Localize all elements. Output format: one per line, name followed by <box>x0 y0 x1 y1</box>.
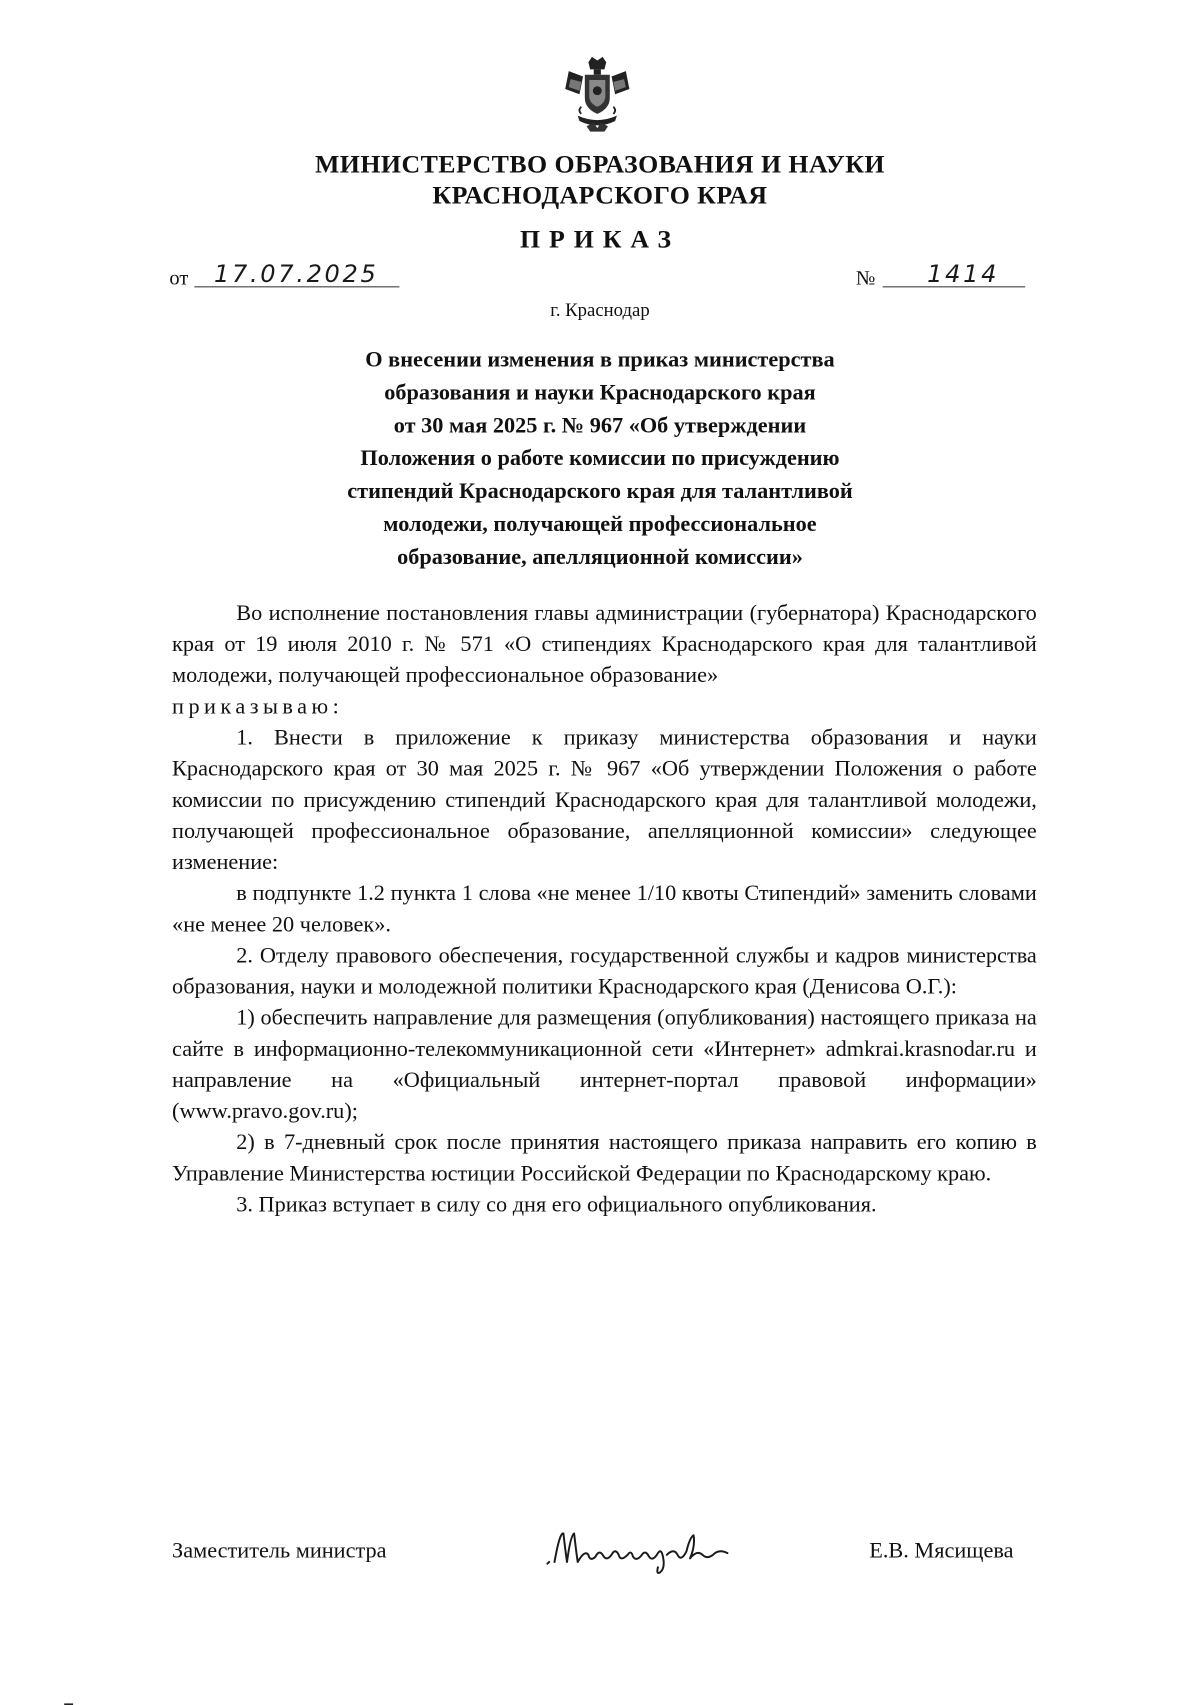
subject-line: образование, апелляционной комиссии» <box>397 545 803 570</box>
order-number-handwritten: 1414 <box>927 260 1000 289</box>
subject-line: Положения о работе комиссии по присуждению <box>360 446 840 471</box>
signer-position: Заместитель министра <box>172 1538 387 1563</box>
order-subject <box>0 343 1200 573</box>
clause-2: 2. Отделу правового обеспечения, государственной службы и кадров министерства образования, науки и молодежной политики Краснодарского края (Денисова О.Г.): <box>172 943 1037 999</box>
ministry-name-line1: МИНИСТЕРСТВО ОБРАЗОВАНИЯ И НАУКИ <box>314 150 885 179</box>
clause-2-item-1: 1) обеспечить направление для размещения (опубликования) настоящего приказа на сайте в информационно-телекоммуникационной сети «Интернет» admkrai.krasnodar.ru и направление на «Официальный интернет-портал правовой информации» (www.pravo.gov.ru); <box>172 1006 1037 1124</box>
subject-line: образования и науки Краснодарского края <box>384 380 816 405</box>
number-label: № <box>855 266 876 290</box>
document-type-title: ПРИКАЗ <box>520 225 680 254</box>
krasnodar-coat-of-arms-icon <box>562 55 633 135</box>
clause-3: 3. Приказ вступает в силу со дня его официального опубликования. <box>236 1192 877 1217</box>
subject-line: стипендий Краснодарского края для талантливой <box>347 479 853 504</box>
subject-line: от 30 мая 2025 г. № 967 «Об утверждении <box>393 413 807 438</box>
ministry-name-line2: КРАСНОДАРСКОГО КРАЯ <box>432 181 768 210</box>
clause-1-subclause: в подпункте 1.2 пункта 1 слова «не менее 1/10 квоты Стипендий» заменить словами «не менее 20 человек». <box>172 881 1037 937</box>
preamble-paragraph: Во исполнение постановления главы администрации (губернатора) Краснодарского края от 19 июля 2010 г. № 571 «О стипендиях Краснодарского края для талантливой молодежи, получающей профессиональное образование» <box>172 601 1037 688</box>
signer-name: Е.В. Мясищева <box>869 1538 1014 1563</box>
subject-line: О внесении изменения в приказ министерства <box>365 347 835 372</box>
city-name: г. Краснодар <box>550 298 650 321</box>
order-word: приказываю: <box>172 694 344 719</box>
clause-2-item-2: 2) в 7-дневный срок после принятия настоящего приказа направить его копию в Управление Министерства юстиции Российской Федерации по Краснодарскому краю. <box>172 1130 1037 1186</box>
order-body <box>172 598 1037 1221</box>
order-date-handwritten: 17.07.2025 <box>213 260 379 289</box>
subject-line: молодежи, получающей профессиональное <box>383 512 817 537</box>
date-label: от <box>169 266 189 290</box>
clause-1: 1. Внести в приложение к приказу министерства образования и науки Краснодарского края от 30 мая 2025 г. № 967 «Об утверждении Положения о работе комиссии по присуждению стипендий Краснодарского края для талантливой молодежи, получающей профессиональное образование, апелляционной комиссии» следующее изменение: <box>172 725 1037 875</box>
handwritten-signature-icon <box>544 1523 740 1576</box>
